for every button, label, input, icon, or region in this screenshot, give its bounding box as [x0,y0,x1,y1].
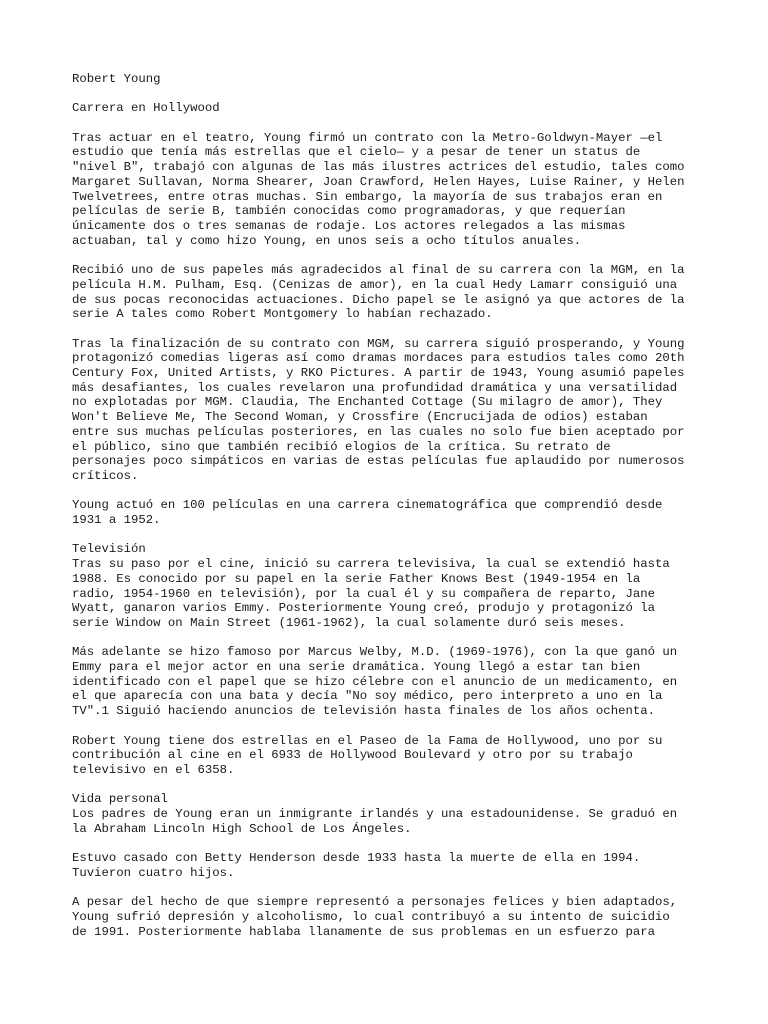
paragraph: Young actuó en 100 películas en una carrera cinematográfica que comprendió desde 1931 a 1952. [72,498,663,528]
section-heading: Carrera en Hollywood [72,101,220,116]
paragraph: Robert Young tiene dos estrellas en el Paseo de la Fama de Hollywood, uno por su contribución al cine en el 6933 de Hollywood Boulevard y otro por su trabajo televisivo en el 6358. [72,733,663,777]
paragraph: Vida personal Los padres de Young eran un inmigrante irlandés y una estadounidense. Se graduó en la Abraham Lincoln High School de Los Ángeles. [72,792,678,836]
paragraph: Recibió uno de sus papeles más agradecidos al final de su carrera con la MGM, en la película H.M. Pulham, Esq. (Cenizas de amor), en la cual Hedy Lamarr consiguió una de sus pocas reconocidas actuaciones. Dicho papel se le asignó ya que actores de la serie A tales como Robert Montgomery lo habían rechazado. [72,263,685,322]
document-page [72,72,712,954]
paragraph: Televisión Tras su paso por el cine, inició su carrera televisiva, la cual se extendió hasta 1988. Es conocido por su papel en la serie Father Knows Best (1949-1954 en la radio, 1954-1960 en televisión), por la cual él y su compañera de reparto, Jane Wyatt, ganaron varios Emmy. Posteriormente Young creó, produjo y protagonizó la serie Window on Main Street (1961-1962), la cual solamente duró seis meses. [72,542,670,630]
document-title: Robert Young [72,72,161,86]
paragraph: Estuvo casado con Betty Henderson desde 1933 hasta la muerte de ella en 1994. Tuvieron cuatro hijos. [72,851,641,880]
paragraph: A pesar del hecho de que siempre representó a personajes felices y bien adaptados, Young sufrió depresión y alcoholismo, lo cual contribuyó a su intento de suicidio de 1991. Posteriormente hablaba llanamente de sus problemas en un esfuerzo para [72,895,678,939]
paragraph: Tras la finalización de su contrato con MGM, su carrera siguió prosperando, y Young protagonizó comedias ligeras así como dramas mordaces para estudios tales como 20th Century Fox, United Artists, y RKO Pictures. A partir de 1943, Young asumió papeles más desafiantes, los cuales revelaron una profundidad dramática y una versatilidad no explotadas por MGM. Claudia, The Enchanted Cottage (Su milagro de amor), They Won't Believe Me, The Second Woman, y Crossfire (Encrucijada de odios) estaban entre sus muchas películas posteriores, en las cuales no solo fue bien aceptado por el público, sino que también recibió elogios de la crítica. Su retrato de personajes poco simpáticos en varias de estas películas fue aplaudido por numerosos críticos. [72,336,685,483]
paragraph: Más adelante se hizo famoso por Marcus Welby, M.D. (1969-1976), con la que ganó un Emmy para el mejor actor en una serie dramática. Young llegó a estar tan bien identificado con el papel que se hizo célebre con el anuncio de un medicamento, en el que aparecía con una bata y decía "No soy médico, pero interpreto a uno en la TV".1 Siguió haciendo anuncios de televisión hasta finales de los años ochenta. [72,645,678,719]
paragraph: Tras actuar en el teatro, Young firmó un contrato con la Metro-Goldwyn-Mayer —el estudio que tenía más estrellas que el cielo— y a pesar de tener un status de "nivel B", trabajó con algunas de las más ilustres actrices del estudio, tales como Margaret Sullavan, Norma Shearer, Joan Crawford, Helen Hayes, Luise Rainer, y Helen Twelvetrees, entre otras muchas. Sin embargo, la mayoría de sus trabajos eran en películas de serie B, también conocidas como programadoras, y que requerían únicamente dos o tres semanas de rodaje. Los actores relegados a las mismas actuaban, tal y como hizo Young, en unos seis a ocho títulos anuales. [72,130,685,248]
